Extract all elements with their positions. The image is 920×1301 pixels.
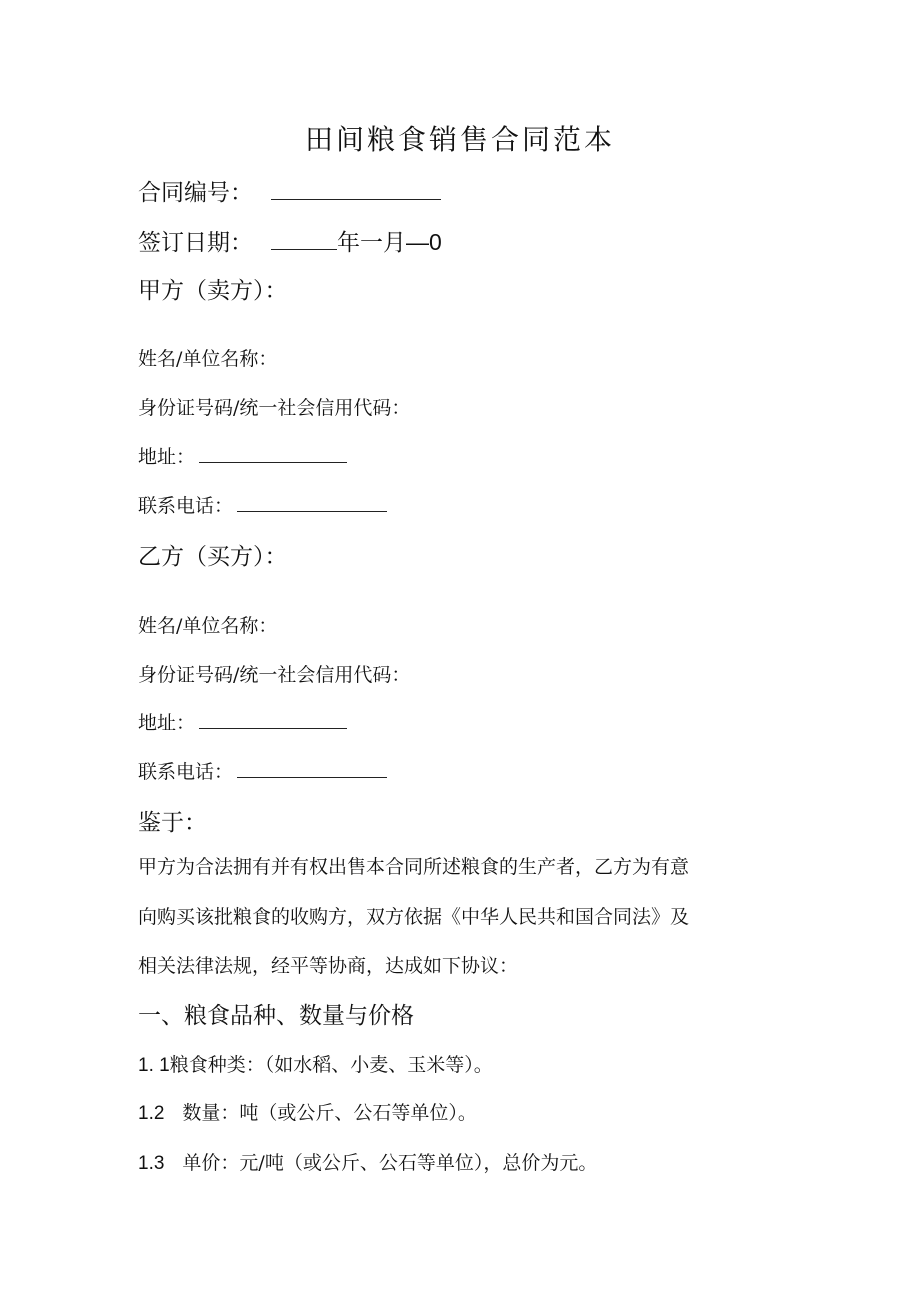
item-number: 1.2	[138, 1103, 165, 1124]
party-b-address-blank[interactable]	[199, 710, 347, 729]
party-a-address-blank[interactable]	[199, 444, 347, 463]
section-1-title: 一、粮食品种、数量与价格	[138, 1003, 414, 1029]
party-a-phone-row	[138, 491, 387, 518]
party-b-heading: 乙方（买方）：	[138, 544, 288, 570]
party-b-address-label: 地址：	[138, 712, 196, 734]
item-text: 数量：吨（或公斤、公石等单位）。	[182, 1102, 477, 1124]
whereas-line: 向购买该批粮食的收购方，双方依据《中华人民共和国合同法》及	[138, 906, 690, 928]
party-a-name-label: 姓名/单位名称：	[138, 348, 278, 370]
sign-date-row	[138, 224, 442, 257]
whereas-label: 鉴于：	[138, 810, 207, 836]
party-b-name-label: 姓名/单位名称：	[138, 615, 278, 637]
item-number: 1.3	[138, 1153, 165, 1174]
document-title: 田间粮食销售合同范本	[304, 123, 615, 156]
sign-date-label: 签订日期：	[138, 230, 253, 256]
party-a-address-row	[138, 442, 347, 469]
whereas-line: 相关法律法规，经平等协商，达成如下协议：	[138, 955, 519, 977]
sign-date-year-blank[interactable]	[271, 231, 337, 250]
contract-number-blank[interactable]	[271, 181, 441, 200]
item-text: 粮食种类：（如水稻、小麦、玉米等）。	[169, 1054, 493, 1076]
party-b-phone-row	[138, 757, 387, 784]
party-b-phone-blank[interactable]	[237, 759, 387, 778]
item-1-1	[138, 1050, 493, 1077]
sign-date-suffix: 年一月—0	[337, 229, 442, 255]
party-a-heading: 甲方（卖方）：	[138, 278, 288, 304]
party-b-address-row	[138, 708, 347, 735]
item-text: 单价：元/吨（或公斤、公石等单位），总价为元。	[182, 1152, 598, 1174]
party-a-address-label: 地址：	[138, 446, 196, 468]
item-1-2	[138, 1098, 477, 1125]
party-b-id-label: 身份证号码/统一社会信用代码：	[138, 664, 411, 686]
item-1-3	[138, 1148, 597, 1175]
whereas-line: 甲方为合法拥有并有权出售本合同所述粮食的生产者，乙方为有意	[138, 856, 690, 878]
item-number: 1. 1	[138, 1055, 170, 1076]
party-a-phone-label: 联系电话：	[138, 495, 234, 517]
party-a-id-label: 身份证号码/统一社会信用代码：	[138, 397, 411, 419]
contract-number-row	[138, 174, 441, 207]
contract-number-label: 合同编号：	[138, 180, 253, 206]
party-a-phone-blank[interactable]	[237, 493, 387, 512]
party-b-phone-label: 联系电话：	[138, 761, 234, 783]
